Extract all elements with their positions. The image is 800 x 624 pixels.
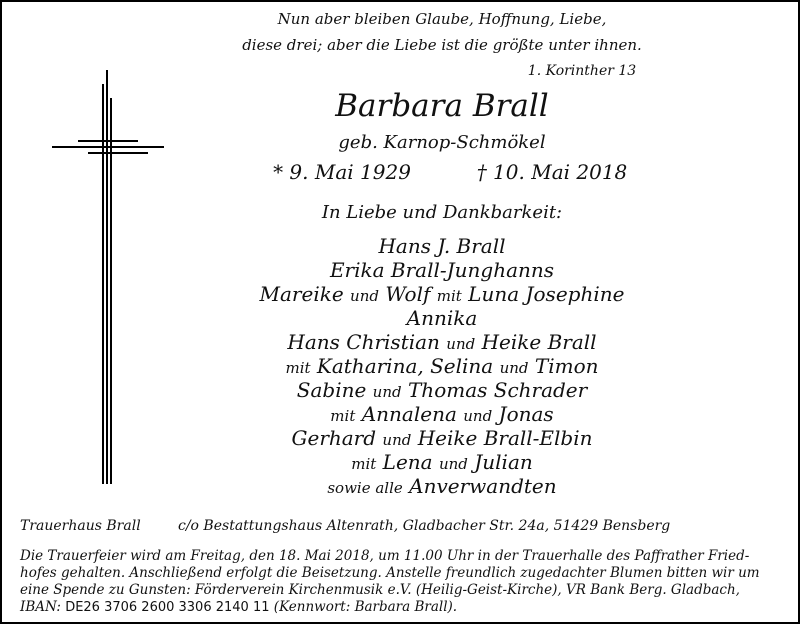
- iban-line: IBAN: DE26 3706 2600 3306 2140 11 (Kennwort: Barbara Brall).: [20, 599, 458, 615]
- mourner-line: Annika: [406, 306, 478, 330]
- mourner-line: Gerhard und Heike Brall-Elbin: [291, 426, 593, 450]
- ceremony-text-line: Die Trauerfeier wird am Freitag, den 18. Mai 2018, um 11.00 Uhr in der Trauerhalle des Paffrather Fried-: [20, 548, 750, 564]
- mourner-line: Hans J. Brall: [378, 234, 506, 258]
- iban-number: DE26 3706 2600 3306 2140 11: [65, 600, 270, 615]
- mourner-line: mit Annalena und Jonas: [330, 402, 554, 426]
- mourner-line: Erika Brall-Junghanns: [329, 258, 555, 282]
- death-date: † 10. Mai 2018: [476, 160, 628, 184]
- birth-date: * 9. Mai 1929: [273, 160, 411, 184]
- mourning-house: Trauerhaus Brall: [20, 518, 141, 534]
- mourner-line: Sabine und Thomas Schrader: [296, 378, 588, 402]
- ceremony-text-line: hofes gehalten. Anschließend erfolgt die Beisetzung. Anstelle freundlich zugedachter Blumen bitten wir um: [20, 565, 760, 581]
- mourner-line: Mareike und Wolf mit Luna Josephine: [259, 282, 625, 306]
- verse-line-2: diese drei; aber die Liebe ist die größte unter ihnen.: [242, 36, 642, 54]
- deceased-name: Barbara Brall: [335, 88, 549, 124]
- verse-reference: 1. Korinther 13: [527, 63, 637, 79]
- mourner-line: sowie alle Anverwandten: [327, 474, 557, 498]
- verse-line-1: Nun aber bleiben Glaube, Hoffnung, Liebe,: [277, 10, 607, 28]
- mourner-line: Hans Christian und Heike Brall: [287, 330, 597, 354]
- mourner-line: mit Lena und Julian: [351, 450, 533, 474]
- intro-text: In Liebe und Dankbarkeit:: [321, 202, 563, 223]
- ceremony-text-line: eine Spende zu Gunsten: Förderverein Kirchenmusik e.V. (Heilig-Geist-Kirche), VR Bank Berg. Gladbach,: [20, 582, 740, 598]
- mourning-address: c/o Bestattungshaus Altenrath, Gladbacher Str. 24a, 51429 Bensberg: [178, 518, 671, 534]
- mourner-line: mit Katharina, Selina und Timon: [285, 354, 599, 378]
- birth-name: geb. Karnop-Schmökel: [338, 132, 546, 153]
